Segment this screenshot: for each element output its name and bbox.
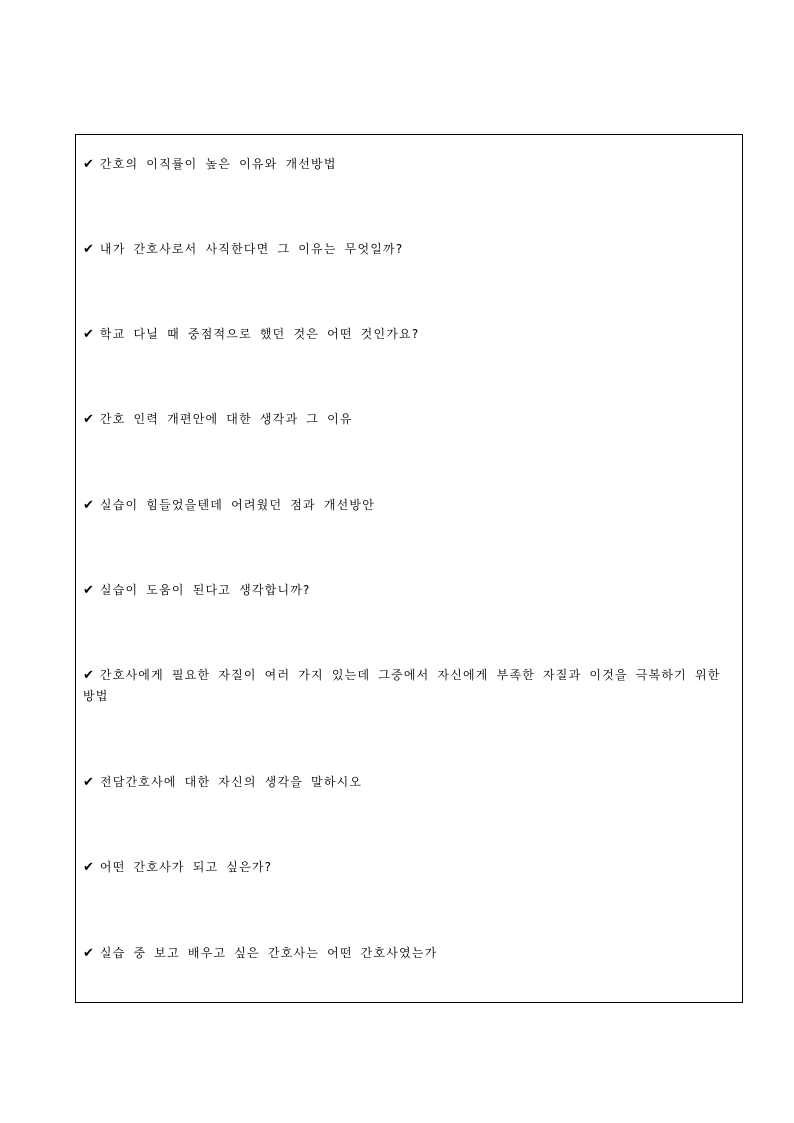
checkmark-icon: ✔ — [83, 327, 94, 342]
question-text: 간호사에게 필요한 자질이 여러 가지 있는데 그중에서 자신에게 부족한 자질과 이것을 극복하기 위한 방법 — [83, 668, 721, 703]
question-item — [83, 154, 731, 175]
checkmark-icon: ✔ — [83, 668, 94, 683]
question-item — [83, 580, 731, 601]
question-text: 간호 인력 개편안에 대한 생각과 그 이유 — [99, 412, 353, 426]
question-text: 내가 간호사로서 사직한다면 그 이유는 무엇일까? — [99, 242, 404, 256]
question-item — [83, 772, 731, 793]
question-item — [83, 665, 731, 707]
question-text: 전담간호사에 대한 자신의 생각을 말하시오 — [99, 775, 363, 789]
question-item — [83, 943, 731, 964]
question-item — [83, 857, 731, 878]
question-text: 어떤 간호사가 되고 싶은가? — [99, 860, 273, 874]
question-text: 실습이 도움이 된다고 생각합니까? — [99, 583, 311, 597]
checkmark-icon: ✔ — [83, 775, 94, 790]
question-item — [83, 409, 731, 430]
question-item — [83, 495, 731, 516]
question-box — [75, 134, 743, 1003]
question-item — [83, 239, 731, 260]
checkmark-icon: ✔ — [83, 860, 94, 875]
question-text: 실습이 힘들었을텐데 어려웠던 점과 개선방안 — [99, 498, 376, 512]
checkmark-icon: ✔ — [83, 412, 94, 427]
question-text: 실습 중 보고 배우고 싶은 간호사는 어떤 간호사였는가 — [99, 946, 438, 960]
checkmark-icon: ✔ — [83, 498, 94, 513]
checkmark-icon: ✔ — [83, 583, 94, 598]
checkmark-icon: ✔ — [83, 157, 94, 172]
checkmark-icon: ✔ — [83, 242, 94, 257]
question-item — [83, 324, 731, 345]
question-text: 학교 다닐 때 중점적으로 했던 것은 어떤 것인가요? — [99, 327, 420, 341]
question-text: 간호의 이직률이 높은 이유와 개선방법 — [99, 157, 337, 171]
checkmark-icon: ✔ — [83, 946, 94, 961]
